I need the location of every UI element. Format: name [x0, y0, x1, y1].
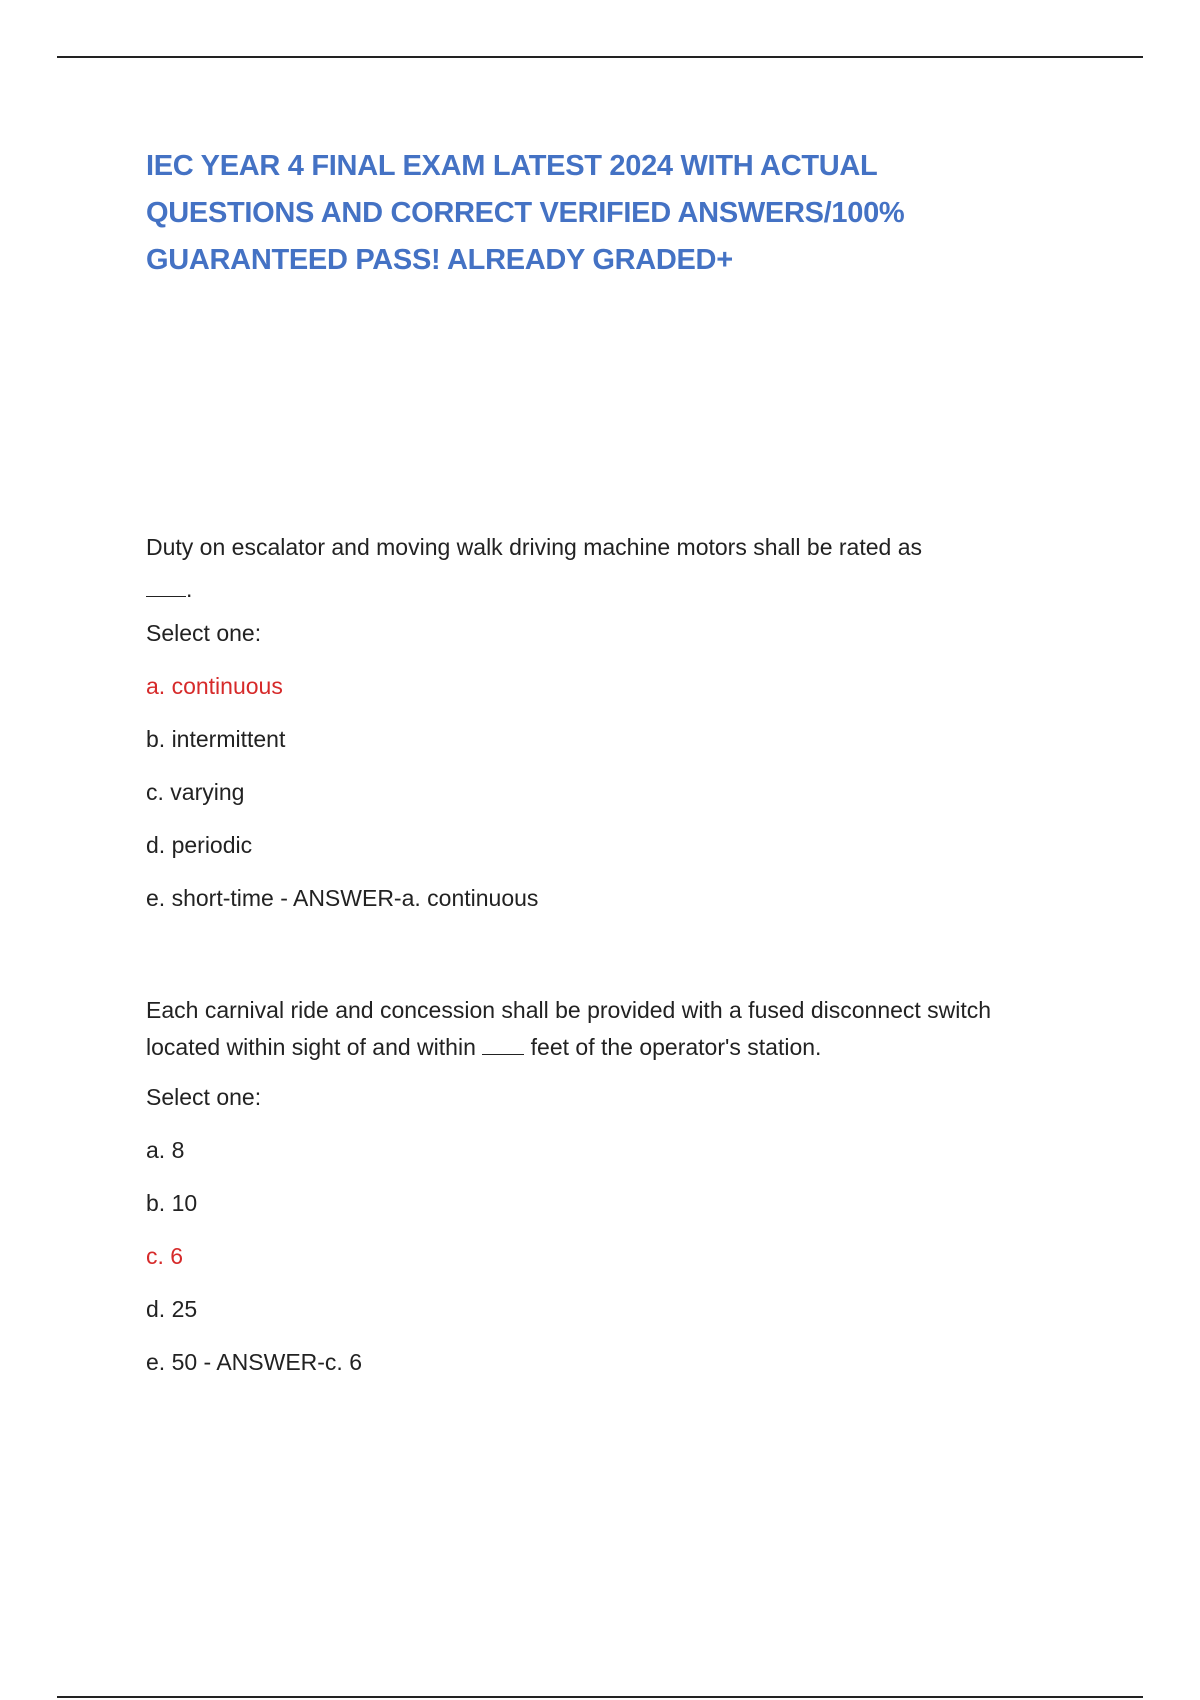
select-one-label: Select one:: [146, 620, 262, 646]
question-stem-end: .: [186, 576, 193, 602]
question-stem: [146, 992, 1046, 1066]
option-e-with-answer: e. 50 - ANSWER-c. 6: [146, 1349, 363, 1375]
options-list: [146, 1136, 1046, 1376]
option-e-with-answer: e. short-time - ANSWER-a. continuous: [146, 885, 539, 911]
option-a: a. 8: [146, 1137, 185, 1163]
question-stem-text: Duty on escalator and moving walk driving machine motors shall be rated as: [146, 534, 922, 560]
question-stem-end: feet of the operator's station.: [530, 1034, 822, 1060]
option-b: b. intermittent: [146, 726, 286, 752]
question-stem: [146, 526, 1046, 610]
options-list: [146, 672, 1046, 912]
option-a-correct: a. continuous: [146, 673, 283, 699]
option-c: c. varying: [146, 779, 245, 805]
question-2: [146, 992, 1046, 1376]
option-c-correct: c. 6: [146, 1243, 184, 1269]
select-one-label: Select one:: [146, 1084, 262, 1110]
header-rule: [57, 56, 1143, 58]
option-d: d. periodic: [146, 832, 253, 858]
option-d: d. 25: [146, 1296, 198, 1322]
question-1: [146, 526, 1046, 912]
option-b: b. 10: [146, 1190, 198, 1216]
document-title: IEC YEAR 4 FINAL EXAM LATEST 2024 WITH ACTUAL QUESTIONS AND CORRECT VERIFIED ANSWERS/100% GUARANTEED PASS! ALREADY GRADED+: [146, 150, 905, 276]
footer-rule: [57, 1696, 1143, 1698]
question-stem-text: Each carnival ride and concession shall be provided with a fused disconnect switch located within sight of and within: [146, 997, 992, 1060]
answer-blank: [482, 1036, 524, 1055]
answer-blank: [146, 576, 186, 597]
